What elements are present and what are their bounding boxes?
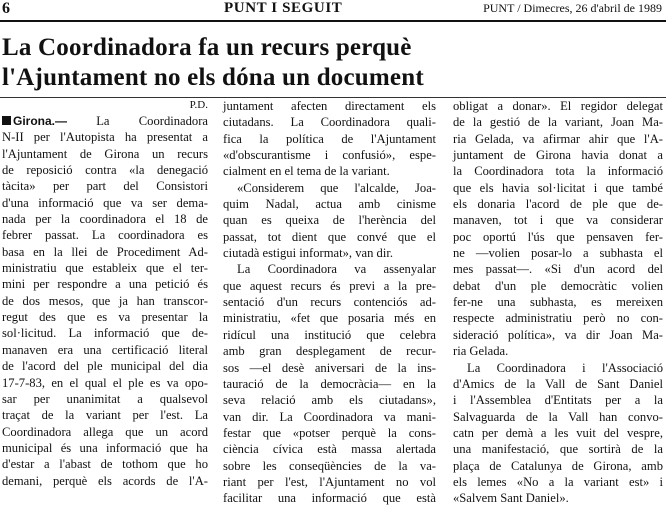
dateline-location: Girona.—: [13, 114, 68, 128]
article-line: ciutadans. La Coordinadora quali-: [223, 115, 436, 130]
article-line: N-II per l'Autopista ha presentat a: [2, 130, 208, 145]
article-line: «d'obscurantisme i confusió», espe-: [223, 148, 436, 163]
article-line: manaven, tot i que va considerar: [453, 213, 663, 228]
article-line: «Salvem Sant Daniel».: [453, 491, 569, 506]
article-line: de dos mesos, que ja han transcor-: [2, 293, 208, 308]
article-line: i l'Assemblea d'Entitats per a la: [453, 393, 663, 408]
section-title: PUNT I SEGUIT: [224, 0, 343, 16]
article-line: cialment en el tema de la variant.: [223, 164, 390, 179]
article-line: ne —volien posar-lo a subhasta el: [453, 246, 663, 261]
article-line: juntament afecten directament els: [223, 99, 436, 113]
article-line: van dir. La Coordinadora va mani-: [223, 409, 436, 424]
article-line: basa en la llei de Procediment Ad-: [2, 244, 208, 259]
article-line: ria Gelada, va afirmar ahir que l'A-: [453, 131, 663, 146]
article-line: «Considerem que l'alcalde, Joa-: [237, 180, 436, 195]
article-line: juntament de Girona havia donat a: [453, 148, 663, 163]
bullet-square-icon: [2, 116, 11, 125]
article-line: tauració de la democràcia— en la: [223, 376, 436, 391]
article-line: sobre les conseqüències de la va-: [223, 458, 436, 473]
article-line: sideració política», va dir Joan Ma-: [453, 327, 663, 342]
article-line: sar per unanimitat a qualsevol: [2, 391, 208, 406]
article-line: ministratiu, «fet que posaria més en: [223, 311, 436, 326]
article-line: poc oportú l'ús que pensaven fer-: [453, 229, 663, 244]
article-line: plaça de Catalunya de Girona, amb: [453, 458, 663, 473]
header-rule: [0, 20, 666, 22]
article-line: de reposició contra «la denegació: [2, 163, 208, 178]
article-line: d'una informació que va ser dema-: [2, 195, 208, 210]
article-line: amb gran desplegament de recur-: [223, 344, 436, 359]
article-line: de l'acord del ple municipal del dia: [2, 359, 208, 374]
article-line: municipal és una informació que ha: [2, 440, 208, 455]
article-line: l'Ajuntament de Girona un recurs: [2, 146, 208, 161]
headline-line-1: La Coordinadora fa un recurs perquè: [2, 34, 412, 61]
article-line: passat, tot dient que convé que el: [223, 229, 436, 244]
article-column-2: [223, 98, 436, 506]
article-line: els donaria l'acord de ple que de-: [453, 197, 663, 212]
article-line: fer-ne una subhasta, es mereixen: [453, 295, 663, 310]
article-line: sos —el desè aniversari de la ins-: [223, 360, 436, 375]
article-line: La Coordinadora va assenyalar: [237, 262, 436, 277]
article-line: fica la política de l'Ajuntament: [223, 131, 436, 146]
issue-date: PUNT / Dimecres, 26 d'abril de 1989: [483, 1, 662, 15]
article-line: traçat de la variant per l'est. La: [2, 408, 208, 423]
article-line: ciutadà estigui informat», van dir.: [223, 246, 393, 261]
article-line: La Coordinadora i l'Associació: [467, 360, 663, 375]
article-line: ria Gelada.: [453, 344, 509, 359]
article-line: ciència cívica està massa alertada: [223, 442, 436, 457]
article-line: manaven era una certificació literal: [2, 342, 208, 357]
article-line: tàcita» per part del Consistori: [2, 179, 208, 194]
article-line: seva relació amb els ciutadans»,: [223, 393, 436, 408]
byline: P.D.: [189, 99, 208, 111]
article-line: obligat a donar». El regidor delegat: [453, 99, 663, 113]
article-line: quan es queixa de l'herència del: [223, 213, 436, 228]
article-line: febrer passat. La coordinadora es: [2, 228, 208, 243]
headline: [2, 33, 664, 93]
article-line: demani, perquè els acords de l'A-: [2, 473, 208, 488]
article-line: sol·licitud. La informació que de-: [2, 326, 208, 341]
article-line: Salvaguarda de la Vall han convo-: [453, 409, 663, 424]
article-line: [2, 113, 208, 129]
article-line: Coordinadora allega que un acord: [2, 424, 208, 439]
article-line: d'estar a l'abast de tothom que ho: [2, 457, 208, 472]
article-line: ridícul una institució que celebra: [223, 327, 436, 342]
article-line: d'Amics de la Vall de Sant Daniel: [453, 376, 663, 391]
article-line: catn per demà a les vuit del vespre,: [453, 425, 663, 440]
article-line: riant per l'est, l'Ajuntament no vol: [223, 474, 436, 489]
article-line: 17-7-83, en el qual el ple es va opo-: [2, 375, 208, 390]
article-line: que els havia sol·licitat i que també: [453, 180, 663, 195]
article-line: respecte administratiu però no con-: [453, 311, 663, 326]
article-line: nada per la coordinadora el 18 de: [2, 212, 208, 227]
article-line: els lemes «No a la variant est» i: [453, 474, 663, 489]
article-line: quim Nadal, actua amb cinisme: [223, 197, 436, 212]
article-line: ministratiu que estableix que el ter-: [2, 261, 208, 276]
headline-line-2: l'Ajuntament no els dóna un document: [2, 64, 424, 91]
article-line: regut des que es va presentar la: [2, 310, 208, 325]
article-line-text: La Coordinadora: [67, 114, 208, 128]
article-line: mes passat—. «Si d'un acord del: [453, 262, 663, 277]
article-line: mini per respondre a una petició és: [2, 277, 208, 292]
article-line: que aquest recurs és previ a la pre-: [223, 278, 436, 293]
article-line: una manifestació, que sortirà de la: [453, 442, 663, 457]
article-line: festar que «potser perquè la cons-: [223, 425, 436, 440]
article-column-1: [2, 98, 208, 488]
article-line: de la gestió de la variant, Joan Ma-: [453, 115, 663, 130]
article-column-3: [453, 98, 663, 506]
article-line: facilitar una informació que està: [223, 491, 436, 506]
article-line: sentació d'un recurs contenciós ad-: [223, 295, 436, 310]
page-number: 6: [2, 0, 10, 17]
article-line: la Coordinadora tota la informació: [453, 164, 663, 179]
article-line: debat d'un ple democràtic volien: [453, 278, 663, 293]
